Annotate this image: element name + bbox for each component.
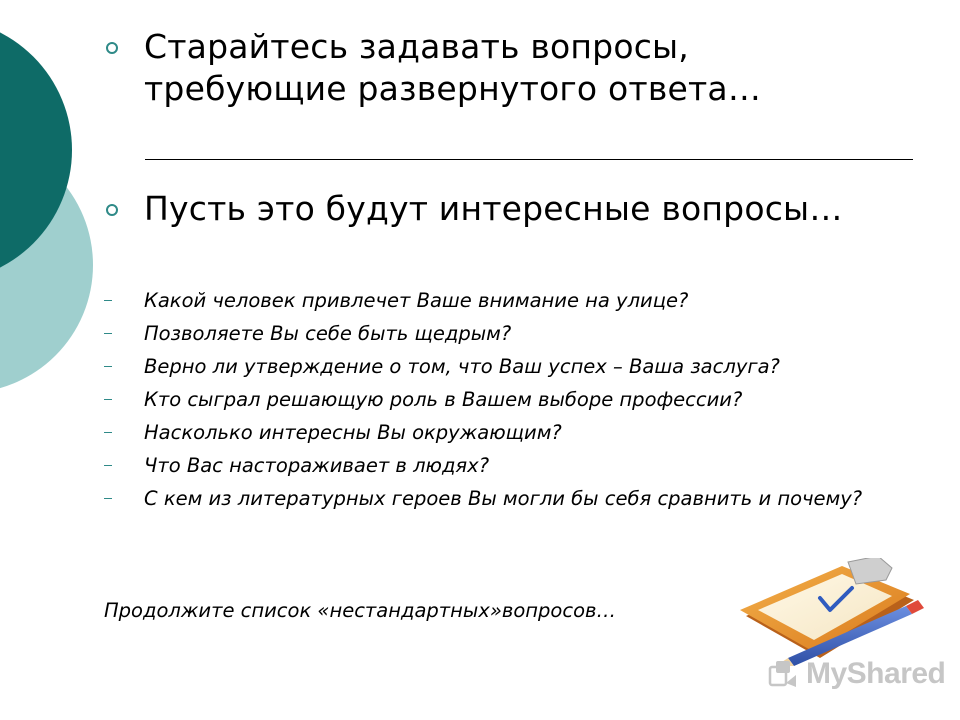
bullet-text-1-line1: Старайтесь задавать вопросы,	[144, 27, 689, 66]
question-list	[104, 286, 934, 517]
dash-bullet-icon	[104, 399, 112, 400]
dash-bullet-icon	[104, 300, 112, 301]
bullet-text-2: Пусть это будут интересные вопросы…	[144, 189, 843, 228]
list-item: Верно ли утверждение о том, что Ваш успех – Ваша заслуга?	[104, 352, 934, 381]
dash-bullet-icon	[104, 366, 112, 367]
bullet-text-1	[144, 26, 761, 110]
myshared-logo-icon	[766, 657, 800, 691]
clipboard-pencil-icon	[728, 558, 928, 668]
watermark	[766, 654, 945, 694]
dash-bullet-icon	[104, 465, 112, 466]
list-item: Насколько интересны Вы окружающим?	[104, 418, 934, 447]
dash-bullet-icon	[104, 333, 112, 334]
list-item: Какой человек привлечет Ваше внимание на улице?	[104, 286, 934, 315]
list-item: Кто сыграл решающую роль в Вашем выборе профессии?	[104, 385, 934, 414]
dash-bullet-icon	[104, 432, 112, 433]
ring-bullet-icon	[106, 42, 118, 54]
watermark-text: MyShared	[806, 657, 946, 690]
divider-line	[145, 159, 913, 160]
bullet-text-1-line2: требующие развернутого ответа…	[144, 69, 762, 108]
dash-bullet-icon	[104, 498, 112, 499]
list-item: Позволяете Вы себе быть щедрым?	[104, 319, 934, 348]
list-item: Что Вас настораживает в людях?	[104, 451, 934, 480]
footer-prompt: Продолжите список «нестандартных»вопросов…	[104, 599, 616, 622]
list-item: С кем из литературных героев Вы могли бы себя сравнить и почему?	[104, 484, 934, 513]
ring-bullet-icon	[106, 204, 118, 216]
